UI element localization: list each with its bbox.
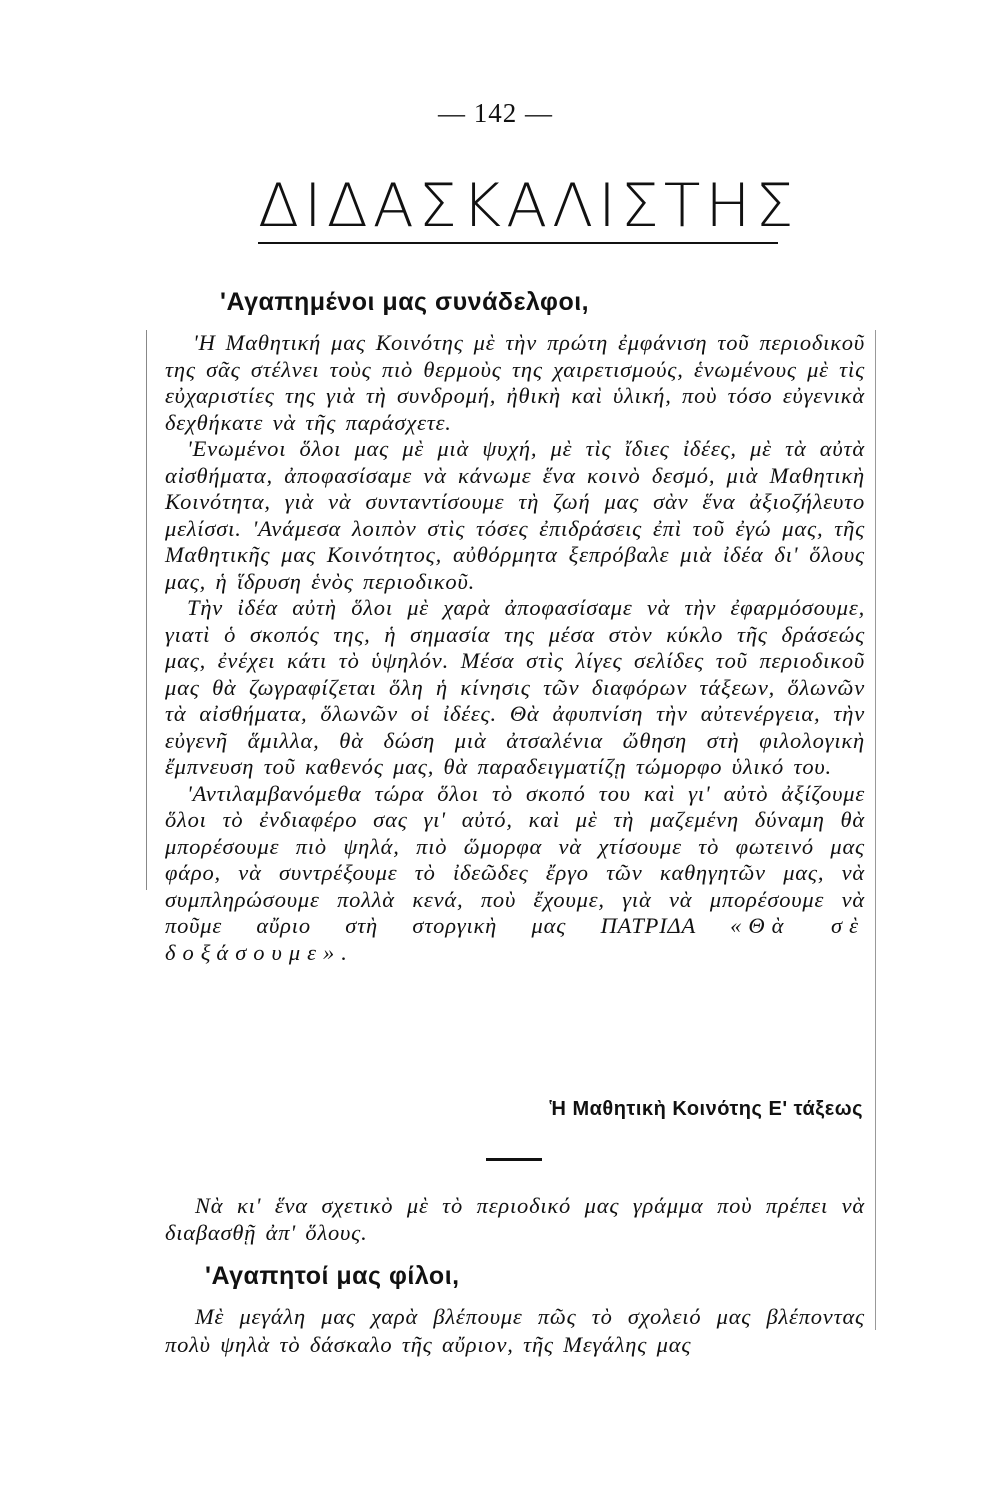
letter-paragraph-text: 'Αντιλαμβανόμεθα τώρα ὅλοι τὸ σκοπό του καὶ γι' αὐτὸ ἀξίζουμε ὅλοι τὸ ἐνδιαφέρο σας γι' αὐτό, καὶ μὲ τὴ μαζεμένη δύναμη θὰ μπορέσουμε πιὸ ψηλά, πιὸ ὥμορφα νὰ χτίσουμε τὸ φωτεινό μας φάρο, νὰ συντρέξουμε τὸ ἰδεῶδες ἔργο τῶν καθηγητῶν μας, νὰ συμπληρώσουμε πολλὰ κενά, ποὺ ἔχουμε, γιὰ νὰ μπορέσουμε νὰ ποῦμε αὔριο στὴ στοργικὴ μας ΠΑΤΡΙΔΑ xyxy=(165,780,865,938)
letter-paragraph: 'Η Μαθητική μας Κοινότης μὲ τὴν πρώτη ἐμφάνιση τοῦ περιοδικοῦ της σᾶς στέλνει τοὺς πιὸ θερμοὺς της χαιρετισμούς, ἑνωμένους μὲ τὶς εὐχαριστίες της γιὰ τὴ συνδρομή, ἠθικὴ καὶ ὑλική, ποὺ τόσο εὐγενικὰ δεχθήκατε νὰ τῆς παράσχετε. xyxy=(165,330,865,435)
second-letter-body: Μὲ μεγάλη μας χαρὰ βλέπουμε πῶς τὸ σχολειό μας βλέποντας πολὺ ψηλὰ τὸ δάσκαλο τῆς αὔριον, τῆς Μεγάλης μας xyxy=(165,1304,865,1357)
letter-body xyxy=(165,330,865,966)
second-letter-greeting: 'Αγαπητοί μας φίλοι, xyxy=(205,1262,460,1290)
closing-quote: «Θὰ σὲ δοξάσουμε». xyxy=(165,913,865,965)
page-number: — 142 — xyxy=(438,98,553,128)
letter-paragraph: Τὴν ἰδέα αὐτὴ ὅλοι μὲ χαρὰ ἀποφασίσαμε νὰ τὴν ἐφαρμόσουμε, γιατὶ ὁ σκοπός της, ἡ σημασία της μέσα στὸν κύκλο τῆς δράσεώς μας, ἐνέχει κάτι τὸ ὑψηλόν. Μέσα στὶς λίγες σελίδες τοῦ περιοδικοῦ μας θὰ ζωγραφίζεται ὅλη ἡ κίνησις τῶν διαφόρων τάξεων, ὅλωνῶν τὰ αἰσθήματα, ὅλωνῶν οἱ ἰδέες. Θὰ ἀφυπνίση τὴν αὐτενέργεια, τὴν εὐγενῆ ἅμιλλα, θὰ δώση μιὰ ἀτσαλένια ὤθηση στὴ φιλολογικὴ ἔμπνευση τοῦ καθενός μας, θὰ παραδειγματίζῃ τώμορφο ὑλικό του. xyxy=(165,595,865,779)
letter-greeting: 'Αγαπημένοι μας συνάδελφοι, xyxy=(220,288,590,316)
page-title: ΔΙΔΑΣΚΑΛΙΣΤΗΣ xyxy=(258,170,778,244)
letter-paragraph xyxy=(165,781,865,967)
signature: Ἡ Μαθητικὴ Κοινότης Ε' τάξεως xyxy=(549,1098,863,1120)
left-margin-rule xyxy=(146,330,147,890)
editor-note: Νὰ κι' ἕνα σχετικὸ μὲ τὸ περιοδικό μας γράμμα ποὺ πρέπει νὰ διαβασθῇ ἀπ' ὅλους. xyxy=(165,1193,865,1245)
letter-paragraph: 'Ενωμένοι ὅλοι μας μὲ μιὰ ψυχή, μὲ τὶς ἴδιες ἰδέες, μὲ τὰ αὐτὰ αἰσθήματα, ἀποφασίσαμε νὰ κάνωμε ἕνα κοινὸ δεσμό, μιὰ Μαθητικὴ Κοινότητα, γιὰ νὰ συνταντίσουμε τὴ ζωή μας σὰν ἕνα ἀξιοζήλευτο μελίσσι. 'Ανάμεσα λοιπὸν στὶς τόσες ἐπιδράσεις ἐπὶ τοῦ ἐγώ μας, τῆς Μαθητικῆς μας Κοινότητος, αὐθόρμητα ξεπρόβαλε μιὰ ἰδέα δι' ὅλους μας, ἡ ἵδρυση ἑνὸς περιοδικοῦ. xyxy=(165,436,865,594)
section-divider xyxy=(486,1158,542,1161)
right-margin-rule xyxy=(875,330,876,1330)
